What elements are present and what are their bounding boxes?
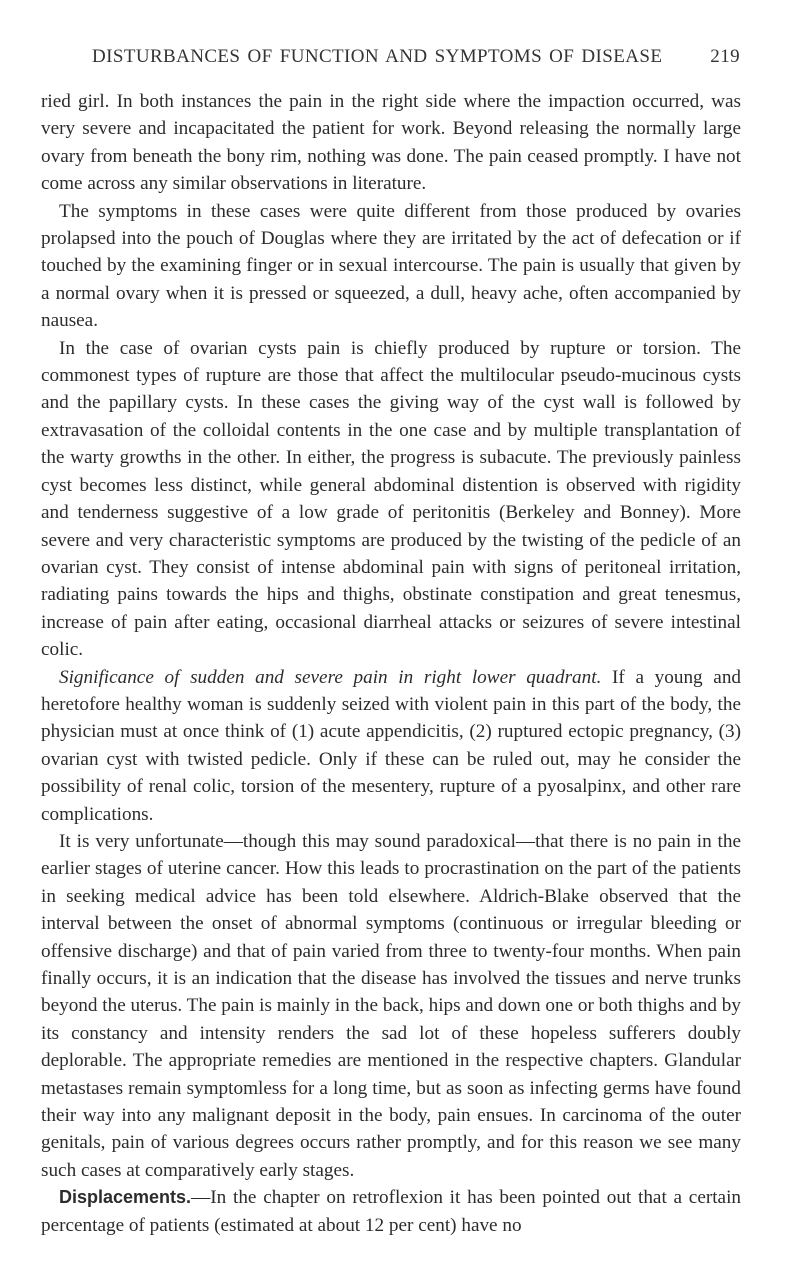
paragraph bbox=[41, 88, 741, 198]
paragraph bbox=[41, 198, 741, 335]
paragraph bbox=[41, 828, 741, 1184]
running-title: DISTURBANCES OF FUNCTION AND SYMPTOMS OF DISEASE bbox=[92, 46, 663, 67]
paragraph-text: ried girl. In both instances the pain in the right side where the impaction occurred, was very severe and incapacitated the patient for work. Beyond releasing the normally large ovary from beneath the bony rim, nothing was done. The pain ceased promptly. I have not come across any similar observations in literature. bbox=[41, 91, 741, 195]
paragraph bbox=[41, 335, 741, 664]
paragraph-text: The symptoms in these cases were quite different from those produced by ovaries prolapsed into the pouch of Douglas where they are irritated by the act of defecation or if touched by the examining finger or in sexual intercourse. The pain is usually that given by a normal ovary when it is pressed or squeezed, a dull, heavy ache, often accompanied by nausea. bbox=[41, 200, 741, 332]
italic-heading: Significance of sudden and severe pain in right lower quadrant. bbox=[59, 666, 602, 688]
paragraph bbox=[41, 664, 741, 828]
paragraph-text: In the case of ovarian cysts pain is chiefly produced by rupture or torsion. The commonest types of rupture are those that affect the multilocular pseudo-mucinous cysts and the papillary cysts. In these cases the giving way of the cyst wall is followed by extravasation of the colloidal contents in the one case and by multiple transplantation of the warty growths in the other. In either, the progress is subacute. The previously painless cyst becomes less distinct, while general abdominal distention is observed with rigidity and tenderness suggestive of a low grade of peritonitis (Berkeley and Bonney). More severe and very characteristic symptoms are produced by the twisting of the pedicle of an ovarian cyst. They consist of intense abdominal pain with signs of peritoneal irritation, radiating pains towards the hips and thighs, obstinate constipation and great tenesmus, increase of pain after eating, occasional diarrheal attacks or seizures of severe intestinal colic. bbox=[41, 337, 741, 661]
paragraph-text: —In the chapter on retroflexion it has been pointed out that a certain percentage of patients (estimated at about 12 per cent) have no bbox=[41, 1187, 741, 1236]
running-header bbox=[92, 46, 740, 68]
paragraph-text: It is very unfortunate—though this may sound paradoxical—that there is no pain in the earlier stages of uterine cancer. How this leads to procrastination on the part of the patients in seeking medical advice has been told elsewhere. Aldrich-Blake observed that the interval between the onset of abnormal symptoms (continuous or irregular bleeding or offensive discharge) and that of pain varied from three to twenty-four months. When pain finally occurs, it is an indication that the disease has involved the tissues and nerve trunks beyond the uterus. The pain is mainly in the back, hips and down one or both thighs and by its constancy and intensity renders the sad lot of these hopeless sufferers doubly deplorable. The appropriate remedies are mentioned in the respective chapters. Glandular metastases remain symptomless for a long time, but as soon as infecting germs have found their way into any malignant deposit in the body, pain ensues. In carcinoma of the outer genitals, pain of various degrees occurs rather promptly, and for this reason we see many such cases at comparatively early stages. bbox=[41, 830, 741, 1181]
body-text bbox=[41, 88, 741, 1239]
paragraph-text: If a young and heretofore healthy woman is suddenly seized with violent pain in this part of the body, the physician must at once think of (1) acute appendicitis, (2) ruptured ectopic pregnancy, (3) ovarian cyst with twisted pedicle. Only if these can be ruled out, may he consider the possibility of renal colic, torsion of the mesentery, rupture of a pyosalpinx, and other rare complications. bbox=[41, 666, 742, 825]
paragraph bbox=[41, 1184, 741, 1239]
page-number: 219 bbox=[710, 46, 740, 67]
bold-heading: Displacements. bbox=[59, 1187, 192, 1208]
